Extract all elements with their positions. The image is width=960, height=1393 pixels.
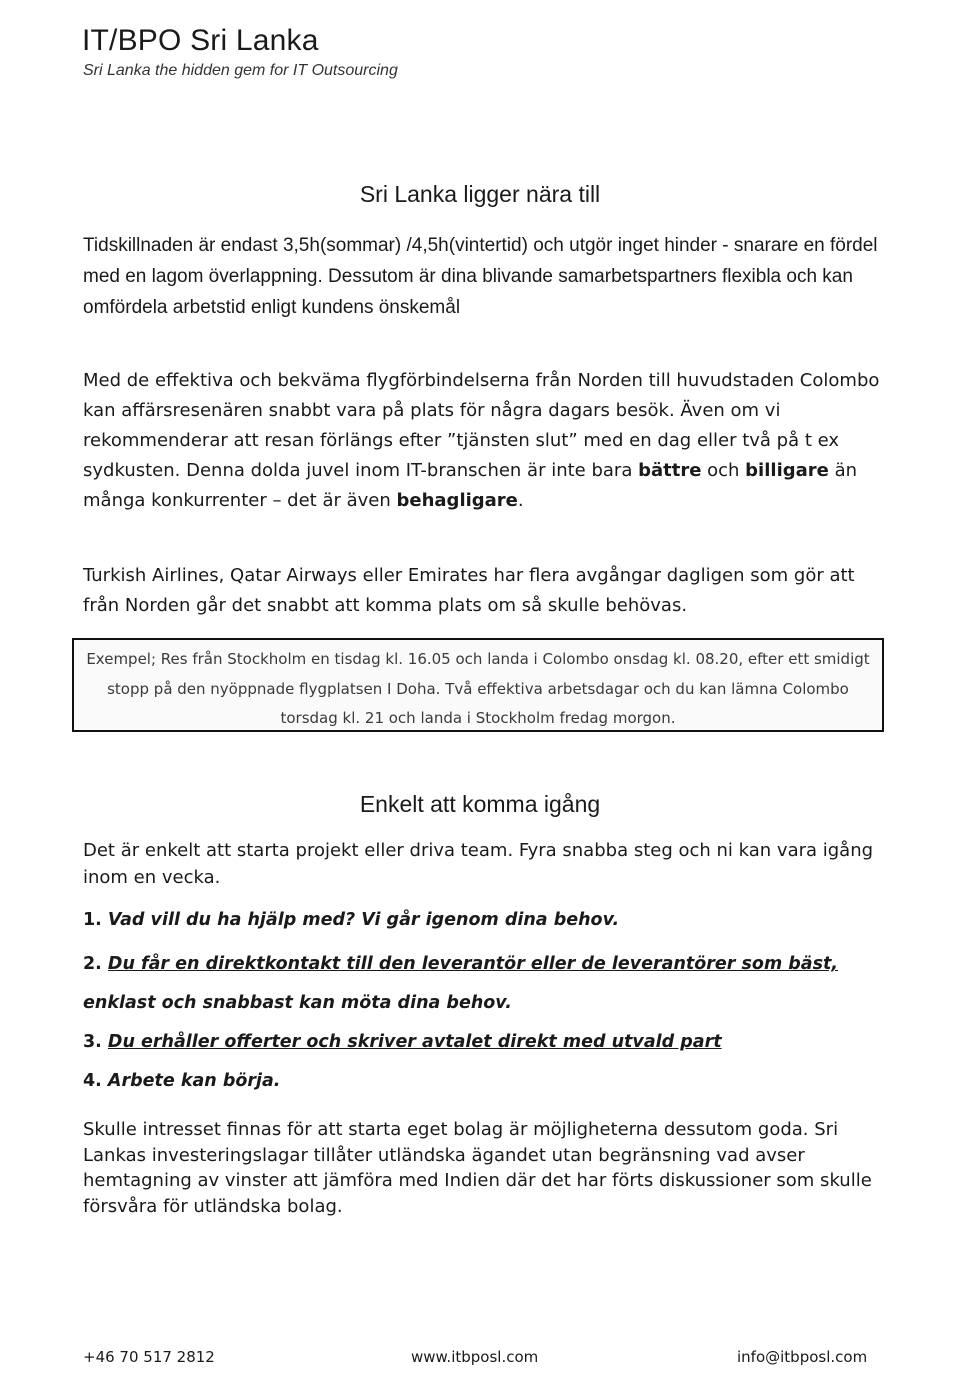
time-difference-paragraph: Tidskillnaden är endast 3,5h(sommar) /4,5h(vintertid) och utgör inget hinder - snarare en fördel med en lagom överlappning. Dessutom är dina blivande samarbetspartners flexibla och kan omfördela arbetstid enligt kundens önskemål <box>83 235 878 318</box>
paragraph-text: . <box>517 490 524 511</box>
contact-footer <box>0 1348 960 1370</box>
example-callout-box <box>72 638 884 732</box>
step-text: enklast och snabbast kan möta dina behov. <box>83 993 512 1013</box>
step-item-2 <box>83 945 883 1023</box>
flight-connections-paragraph <box>83 366 883 516</box>
footer-phone: +46 70 517 2812 <box>83 1348 215 1366</box>
paragraph-text: och <box>701 460 746 481</box>
step-text: Vad vill du ha hjälp med? Vi går igenom dina behov. <box>107 910 620 930</box>
step-item-4 <box>83 1062 883 1101</box>
section-heading-proximity: Sri Lanka ligger nära till <box>359 181 601 207</box>
bold-better: bättre <box>638 460 702 481</box>
site-subtitle: Sri Lanka the hidden gem for IT Outsourcing <box>83 62 398 79</box>
step-item-1 <box>83 906 883 945</box>
step-number: 4. <box>83 1071 102 1091</box>
airlines-paragraph: Turkish Airlines, Qatar Airways eller Emirates har flera avgångar dagligen som gör att från Norden går det snabbt att komma plats om så skulle behövas. <box>83 565 855 616</box>
example-text: Exempel; Res från Stockholm en tisdag kl. 16.05 och landa i Colombo onsdag kl. 08.20, efter ett smidigt stopp på den nyöppnade flygplatsen I Doha. Två effektiva arbetsdagar och du kan lämna Colombo torsdag kl. 21 och landa i Stockholm fredag morgon. <box>86 650 870 727</box>
steps-list <box>83 906 883 1101</box>
paragraph-text: Med de effektiva och bekväma flygförbindelserna från Norden till huvudstaden Colombo kan affärsresenären snabbt vara på plats för några dagars besök. Även om vi rekommenderar att resan förlängs efter ”tjänsten slut” med en dag eller två på t ex sydkusten. Denna dolda juvel inom IT-branschen är inte bara <box>83 370 880 481</box>
bold-pleasant: behagligare <box>396 490 518 511</box>
step-number: 1. <box>83 910 102 930</box>
getting-started-intro: Det är enkelt att starta projekt eller driva team. Fyra snabba steg och ni kan vara igång inom en vecka. <box>83 840 874 888</box>
section-heading-getting-started: Enkelt att komma igång <box>359 791 601 817</box>
step-text-underlined: Du får en direktkontakt till den leverantör eller de leverantörer som bäst, <box>107 954 839 974</box>
company-formation-paragraph: Skulle intresset finnas för att starta eget bolag är möjligheterna dessutom goda. Sri Lankas investeringslagar tillåter utländska ägandet utan begränsning vad avser hemtagning av vinster att jämföra med Indien där det har förts diskussioner som skulle försvåra för utländska bolag. <box>83 1119 872 1217</box>
step-number: 2. <box>83 954 102 974</box>
site-title: IT/BPO Sri Lanka <box>82 24 319 57</box>
step-text-underlined: Du erhåller offerter och skriver avtalet direkt med utvald part <box>107 1032 722 1052</box>
paragraph-text: än många konkurrenter – det är även <box>83 460 858 511</box>
bold-cheaper: billigare <box>745 460 829 481</box>
step-number: 3. <box>83 1032 102 1052</box>
step-text: Arbete kan börja. <box>107 1071 281 1091</box>
step-item-3 <box>83 1023 883 1062</box>
footer-email-link[interactable]: info@itbposl.com <box>737 1348 868 1366</box>
footer-website-link[interactable]: www.itbposl.com <box>411 1348 539 1366</box>
